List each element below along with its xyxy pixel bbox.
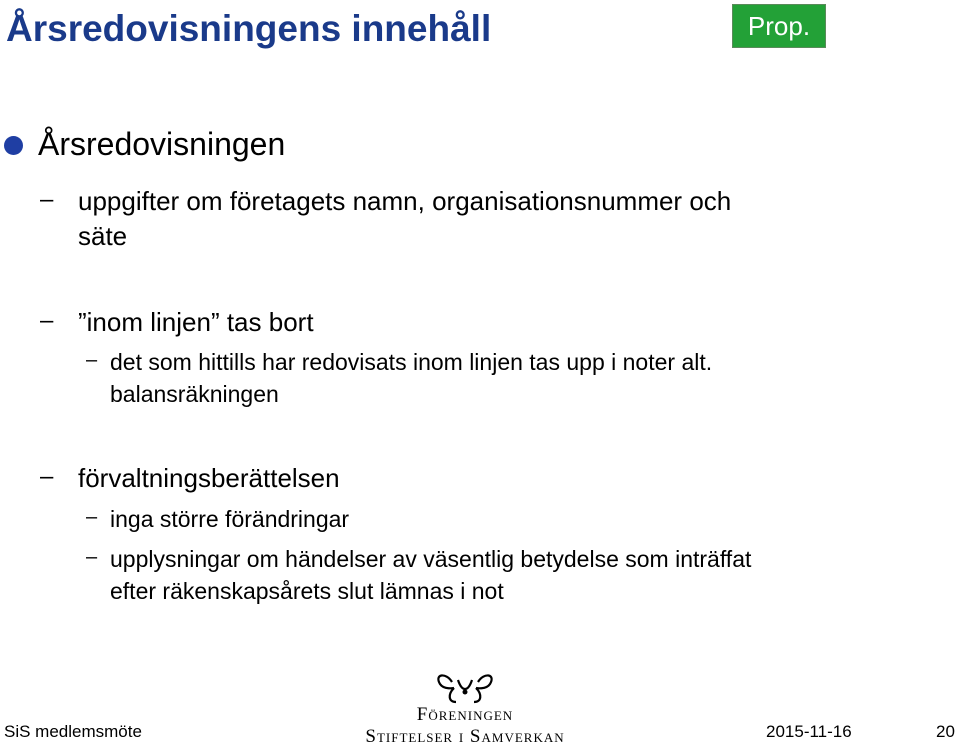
item3-text: förvaltningsberättelsen: [78, 463, 340, 493]
logo-line1: Föreningen: [416, 704, 514, 725]
slide-title: Årsredovisningens innehåll: [6, 8, 492, 49]
bullet-icon: [4, 136, 23, 155]
item1-line2: säte: [78, 221, 128, 251]
prop-tag: Prop.: [732, 4, 826, 48]
dash-icon: –: [86, 546, 98, 568]
page-number: 20: [936, 722, 955, 741]
item3-sub2-line1: upplysningar om händelser av väsentlig betydelse som inträffat: [110, 546, 752, 572]
item3-sub2-line2: efter räkenskapsårets slut lämnas i not: [110, 578, 504, 604]
dash-icon: –: [40, 186, 54, 213]
dash-icon: –: [86, 506, 98, 528]
logo-emblem-icon: [330, 668, 600, 708]
logo: [330, 668, 600, 748]
logo-line2: Stiftelser i Samverkan: [365, 726, 565, 747]
dash-icon: –: [40, 307, 54, 334]
item2-sub1-line1: det som hittills har redovisats inom linjen tas upp i noter alt.: [110, 349, 713, 375]
item2-sub1-line2: balansräkningen: [110, 381, 279, 407]
dash-icon: –: [40, 463, 54, 490]
item1-line1: uppgifter om företagets namn, organisationsnummer och: [78, 186, 732, 216]
dash-icon: –: [86, 349, 98, 371]
level1-heading: Årsredovisningen: [38, 126, 286, 162]
item2-text: ”inom linjen” tas bort: [78, 307, 314, 337]
footer-left: SiS medlemsmöte: [4, 722, 142, 741]
item3-sub1: inga större förändringar: [110, 506, 350, 532]
footer-date: 2015-11-16: [766, 722, 852, 741]
